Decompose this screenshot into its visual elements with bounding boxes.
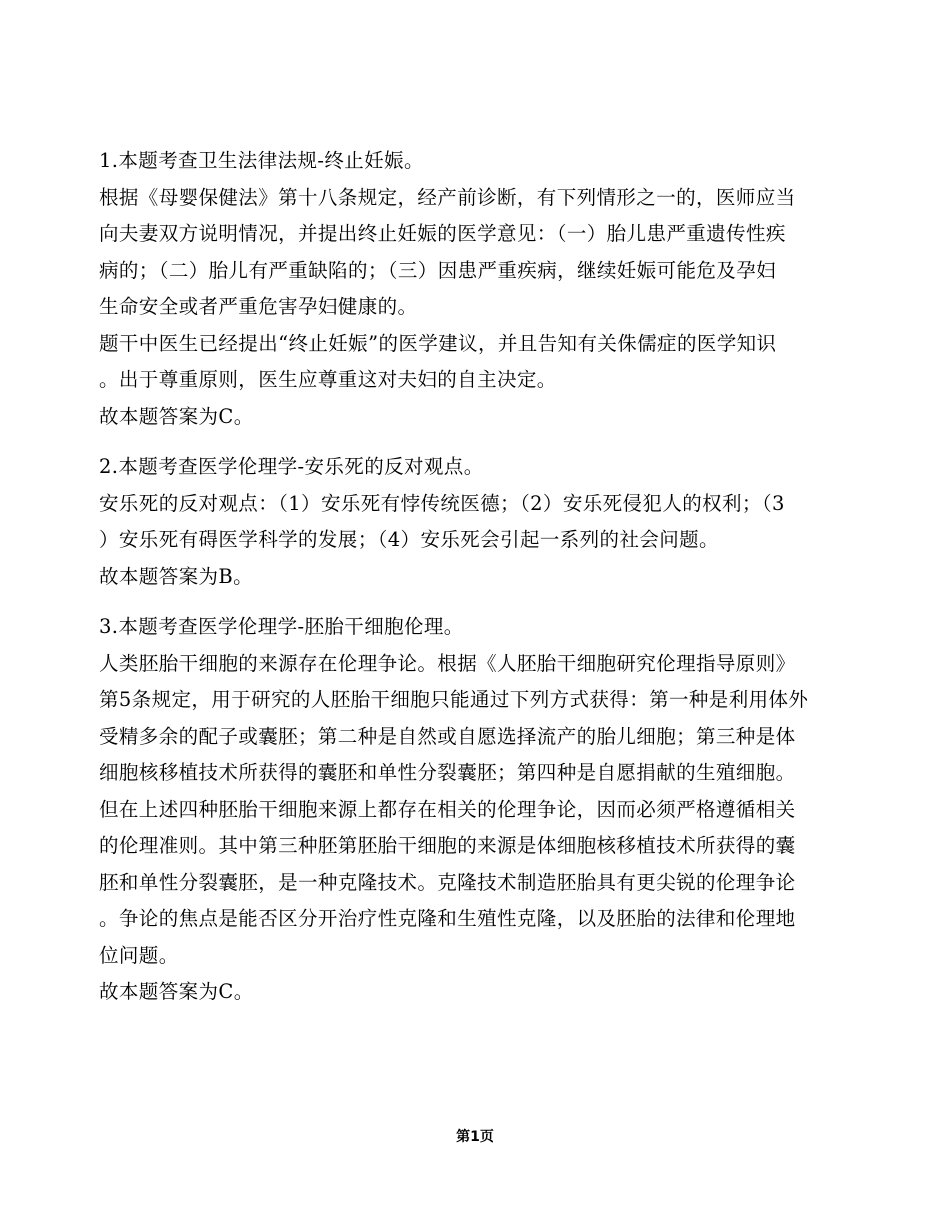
text-line: 人类胚胎干细胞的来源存在伦理争论。根据《人胚胎干细胞研究伦理指导原则》 <box>99 651 796 675</box>
section-heading: 1.本题考查卫生法律法规-终止妊娠。 <box>99 149 424 172</box>
text-line: 的伦理准则。其中第三种胚第胚胎干细胞的来源是体细胞核移植技术所获得的囊 <box>99 834 796 857</box>
text-line: 生命安全或者严重危害孕妇健康的。 <box>99 295 418 318</box>
document-body <box>99 143 869 1025</box>
text-line: 位问题。 <box>99 943 179 967</box>
answer-line: 故本题答案为C。 <box>99 404 254 428</box>
text-line: 安乐死的反对观点：（1）安乐死有悖传统医德；（2）安乐死侵犯人的权利；（3 <box>99 491 785 515</box>
text-line: 受精多余的配子或囊胚；第二种是自然或自愿选择流产的胎儿细胞；第三种是体 <box>99 724 796 748</box>
text-line: 。争论的焦点是能否区分开治疗性克隆和生殖性克隆，以及胚胎的法律和伦理地 <box>99 907 796 930</box>
text-line: 但在上述四种胚胎干细胞来源上都存在相关的伦理争论，因而必须严格遵循相关 <box>99 797 796 821</box>
text-line: 。出于尊重原则，医生应尊重这对夫妇的自主决定。 <box>99 368 557 391</box>
text-line: 细胞核移植技术所获得的囊胚和单性分裂囊胚；第四种是自愿捐献的生殖细胞。 <box>99 761 796 784</box>
text-line: ）安乐死有碍医学科学的发展；（4）安乐死会引起一系列的社会问题。 <box>99 528 719 551</box>
section-heading: 2.本题考查医学伦理学-安乐死的反对观点。 <box>99 455 484 478</box>
page-number: 第1页 <box>456 1129 494 1145</box>
text-line: 第5条规定，用于研究的人胚胎干细胞只能通过下列方式获得：第一种是利用体外 <box>99 688 809 711</box>
answer-line: 故本题答案为B。 <box>99 564 254 588</box>
text-line: 向夫妻双方说明情况，并提出终止妊娠的医学意见：（一）胎儿患严重遗传性疾 <box>99 222 786 245</box>
text-line: 题干中医生已经提出“终止妊娠”的医学建议，并且告知有关侏儒症的医学知识 <box>99 331 777 355</box>
section-heading: 3.本题考查医学伦理学-胚胎干细胞伦理。 <box>99 615 464 638</box>
answer-line: 故本题答案为C。 <box>99 980 254 1003</box>
answer-section-1 <box>99 143 869 435</box>
answer-section-2 <box>99 449 869 595</box>
text-line: 胚和单性分裂囊胚，是一种克隆技术。克隆技术制造胚胎具有更尖锐的伦理争论 <box>99 870 796 894</box>
text-line: 根据《母婴保健法》第十八条规定，经产前诊断，有下列情形之一的，医师应当 <box>99 185 796 209</box>
text-line: 病的；（二）胎儿有严重缺陷的；（三）因患严重疾病，继续妊娠可能危及孕妇 <box>99 258 777 282</box>
answer-section-3 <box>99 609 869 1011</box>
